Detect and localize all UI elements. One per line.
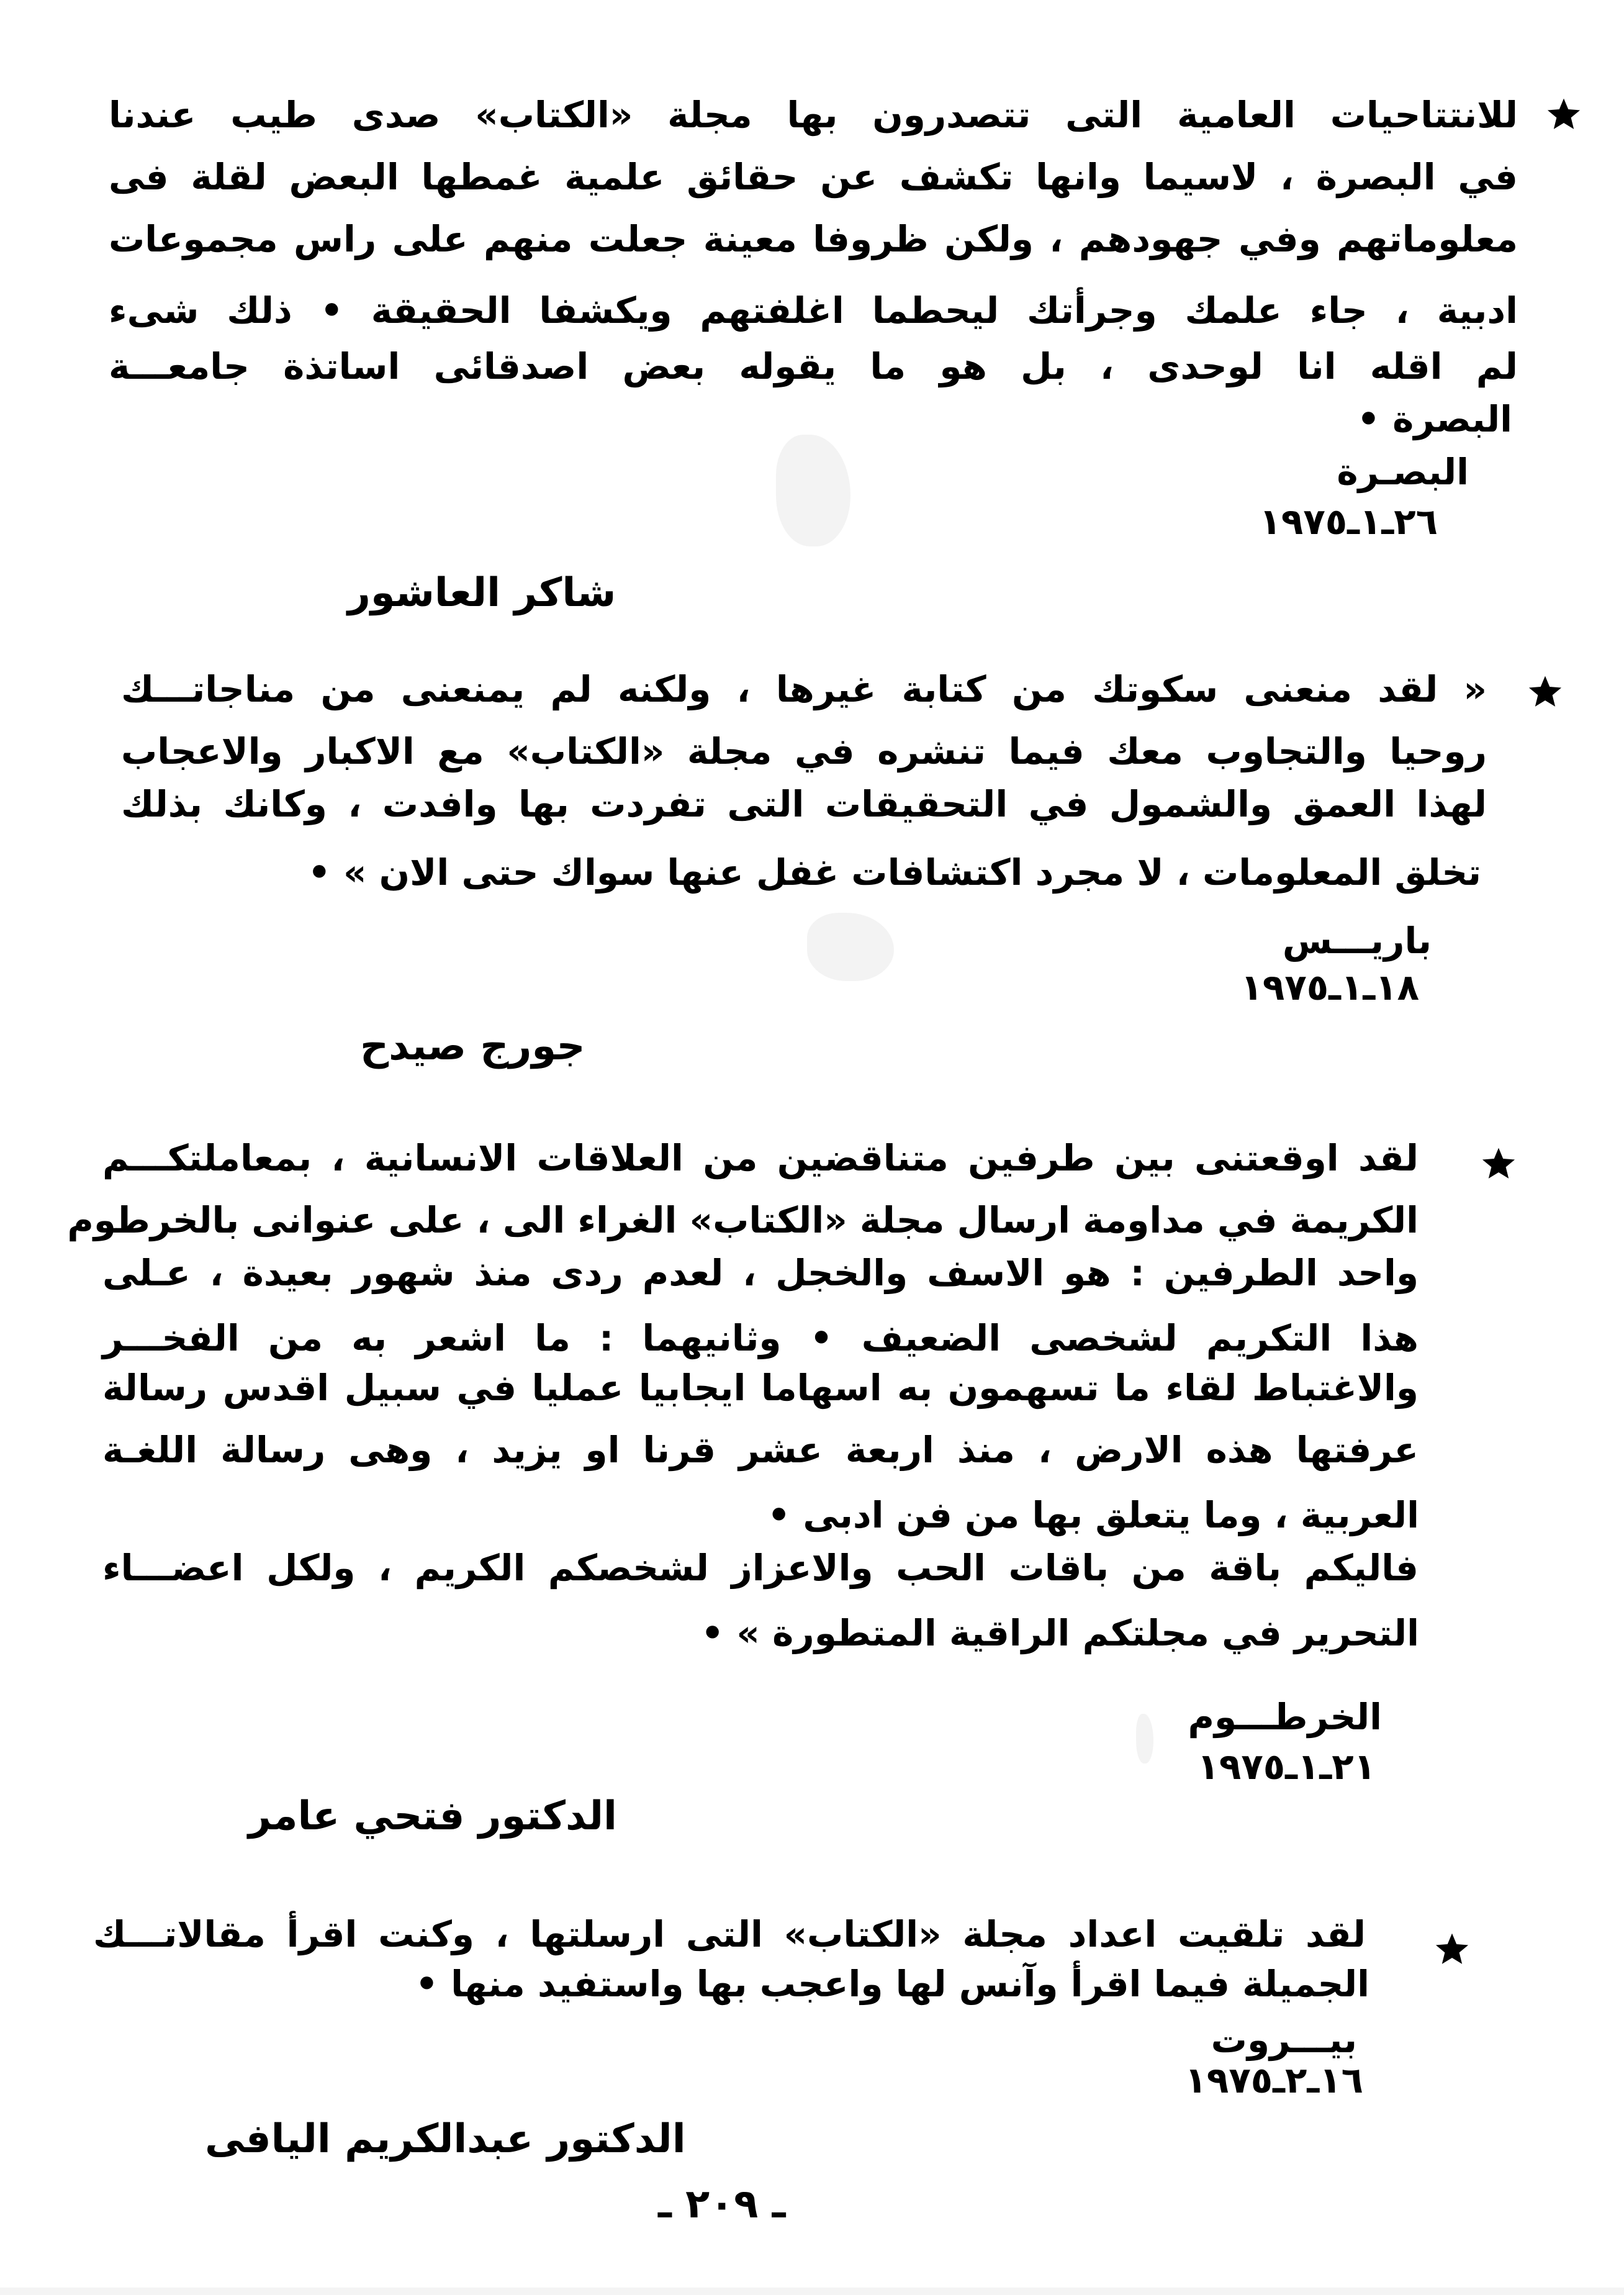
letter-2-date: ١٨ـ١ـ١٩٧٥ — [1240, 966, 1419, 1008]
letter-2-line-2: روحيا والتجاوب معك فيما تنشره في مجلة «الكتاب» مع الاكبار والاعجاب — [121, 730, 1487, 772]
scan-smudge — [1136, 1714, 1153, 1763]
letter-4-place: بيـــروت — [1211, 2019, 1357, 2061]
letter-1-line-3: معلوماتهم وفي جهودهم ، ولكن ظروفا معينة جعلت منهم على راس مجموعات — [109, 218, 1518, 260]
letter-2-line-3: لهذا العمق والشمول في التحقيقات التى تفردت بها وافدت ، وكانك بذلك — [121, 783, 1487, 825]
letter-1-line-4: ادبية ، جاء علمك وجرأتك ليحطما اغلفتهم ويكشفا الحقيقة • ذلك شىء — [109, 289, 1518, 332]
letter-1-line-6: البصرة • — [1356, 398, 1512, 440]
letter-1-signature: شاكر العاشور — [348, 570, 616, 616]
letter-4-date: ١٦ـ٢ـ١٩٧٥ — [1184, 2059, 1363, 2101]
letter-3-line-1: لقد اوقعتنى بين طرفين متناقضين من العلاقات الانسانية ، بمعاملتكـــم — [102, 1137, 1419, 1179]
page-number: ـ ٢٠٩ ـ — [658, 2181, 786, 2227]
letter-4-line-1: لقد تلقيت اعداد مجلة «الكتاب» التى ارسلتها ، وكنت اقرأ مقالاتـــك — [93, 1913, 1366, 1955]
scan-smudge — [807, 913, 894, 981]
star-bullet-icon — [1434, 1931, 1470, 1967]
letter-3-date: ٢١ـ١ـ١٩٧٥ — [1197, 1745, 1376, 1788]
letter-2-signature: جورج صيدح — [360, 1023, 585, 1069]
letter-3-line-4: هذا التكريم لشخصى الضعيف • وثانيهما : ما اشعر به من الفخـــر — [102, 1317, 1419, 1359]
letter-3-place: الخرطـــوم — [1188, 1696, 1382, 1738]
letter-3-line-5: والاغتباط لقاء ما تسهمون به اسهاما ايجابيا عمليا في سبيل اقدس رسالة — [102, 1367, 1419, 1409]
letter-3-line-8: فاليكم باقة من باقات الحب والاعزاز لشخصكم الكريم ، ولكل اعضـــاء — [102, 1547, 1419, 1589]
letter-2-place: باريـــس — [1282, 920, 1432, 962]
letter-3-signature: الدكتور فتحي عامر — [248, 1793, 617, 1839]
letter-4-line-2: الجميلة فيما اقرأ وآنس لها واعجب بها واستفيد منها • — [415, 1963, 1369, 2005]
letter-2-line-1: « لقد منعنى سكوتك من كتابة غيرها ، ولكنه لم يمنعنى من مناجاتـــك — [121, 668, 1487, 710]
star-bullet-icon — [1546, 96, 1582, 132]
letter-3-line-6: عرفتها هذه الارض ، منذ اربعة عشر قرنا او يزيد ، وهى رسالة اللغـة — [102, 1429, 1419, 1471]
letter-1-line-1: للانتتاحيات العامية التى تتصدرون بها مجلة «الكتاب» صدى طيب عندنا — [109, 94, 1518, 136]
letter-1-line-5: لم اقله انا لوحدى ، بل هو ما يقوله بعض اصدقائى اساتذة جامعـــة — [109, 345, 1518, 387]
star-bullet-icon — [1481, 1146, 1517, 1182]
star-bullet-icon — [1527, 674, 1563, 710]
letter-1-place: البصـرة — [1337, 451, 1469, 493]
scan-smudge — [776, 435, 850, 546]
scan-bottom-edge — [0, 2288, 1624, 2295]
letter-3-line-3: واحد الطرفين : هو الاسف والخجل ، لعدم ردى منذ شهور بعيدة ، عـلى — [102, 1252, 1419, 1294]
letter-2-line-4: تخلق المعلومات ، لا مجرد اكتشافات غفل عنها سواك حتى الان » • — [307, 851, 1481, 894]
letter-3-line-2: الكريمة في مداومة ارسال مجلة «الكتاب» الغراء الى ، على عنوانى بالخرطوم — [67, 1199, 1419, 1241]
letter-4-signature: الدكتور عبدالكريم اليافى — [205, 2116, 686, 2162]
letter-3-line-7: العربية ، وما يتعلق بها من فن ادبى • — [767, 1494, 1419, 1536]
letter-1-date: ٢٦ـ١ـ١٩٧٥ — [1259, 500, 1438, 543]
letter-1-line-2: في البصرة ، لاسيما وانها تكشف عن حقائق علمية غمطها البعض لقلة فى — [109, 156, 1518, 198]
letter-3-line-9: التحرير في مجلتكم الراقية المتطورة » • — [701, 1612, 1419, 1654]
